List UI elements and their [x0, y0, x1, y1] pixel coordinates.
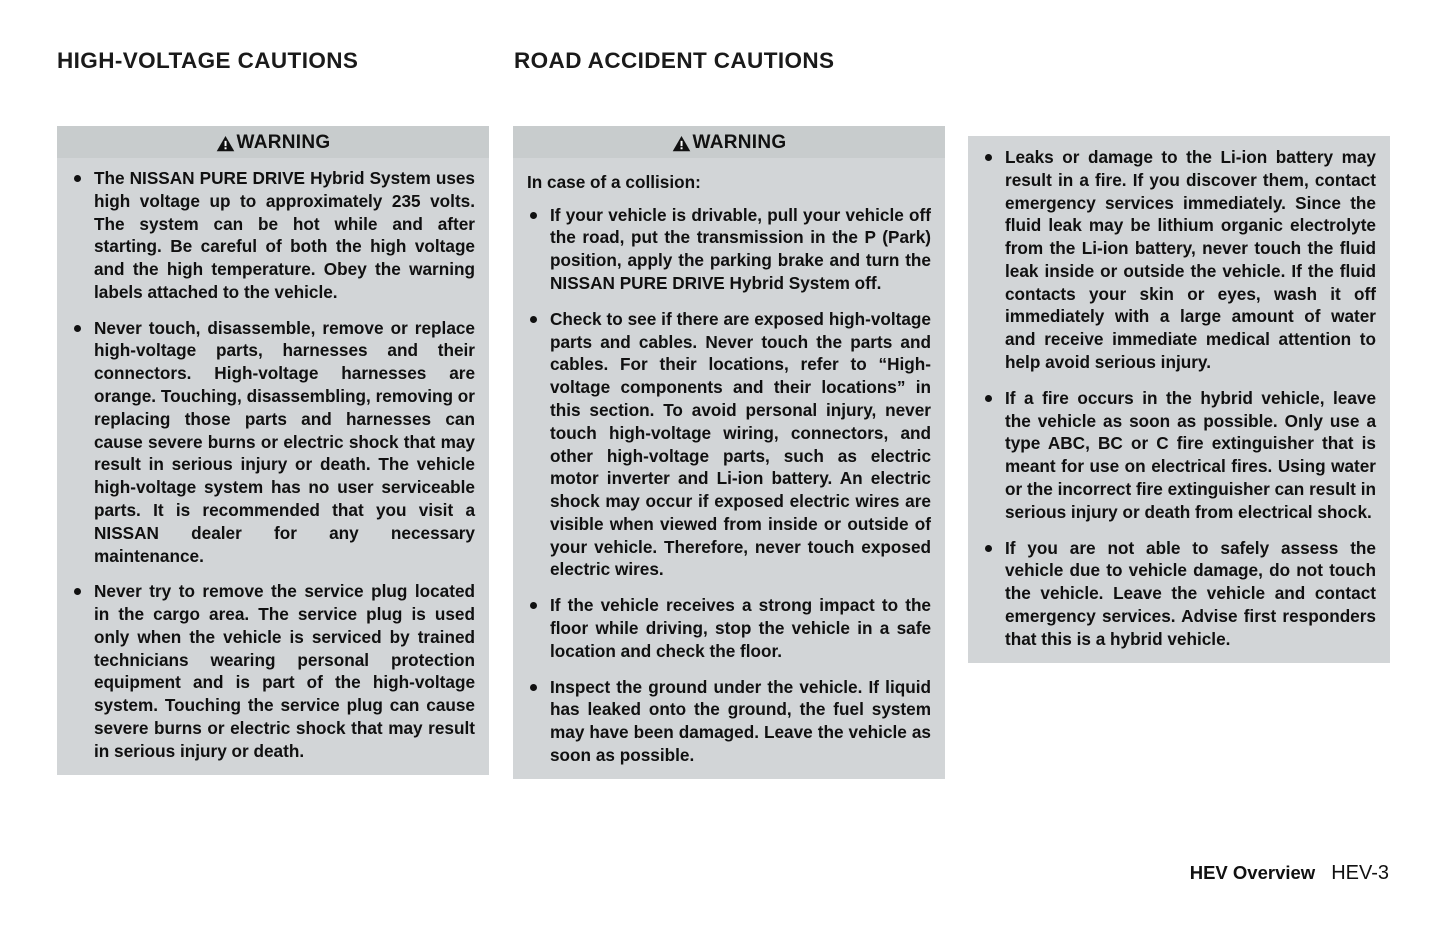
- bullet-list-column2: [527, 204, 931, 767]
- list-item: Leaks or damage to the Li-ion battery may result in a fire. If you discover them, contact emergency services immediately. Since the fluid leak may be lithium organic electrolyte from the Li-ion battery, never touch the fluid leak inside or outside the vehicle. If the fluid contacts your skin or eyes, wash it off immediately with a large amount of water and receive immediate medical attention to help avoid serious injury.: [982, 146, 1376, 374]
- list-item: Never touch, disassemble, remove or replace high-voltage parts, harnesses and their connectors. High-voltage harnesses are orange. Touching, disassembling, removing or replacing those parts and harnesses can cause severe burns or electric shock that may result in serious injury or death. The vehicle high-voltage system has no user serviceable parts. It is recommended that you visit a NISSAN dealer for any necessary maintenance.: [71, 317, 475, 568]
- list-item: If your vehicle is drivable, pull your vehicle off the road, put the transmission in the P (Park) position, apply the parking brake and turn the NISSAN PURE DRIVE Hybrid System off.: [527, 204, 931, 295]
- list-item: If the vehicle receives a strong impact to the floor while driving, stop the vehicle in a safe location and check the floor.: [527, 594, 931, 662]
- warning-triangle-icon: [216, 135, 235, 152]
- warning-box-continuation: [968, 136, 1390, 663]
- bullet-list-column1: [71, 167, 475, 763]
- warning-header-column1: [57, 126, 489, 158]
- warning-label-column2: WARNING: [692, 131, 787, 153]
- page-footer: [1190, 862, 1389, 885]
- section-heading-road-accident-cautions: ROAD ACCIDENT CAUTIONS: [514, 48, 835, 73]
- section-heading-high-voltage-cautions: HIGH-VOLTAGE CAUTIONS: [57, 48, 359, 73]
- bullet-list-column3: [982, 146, 1376, 650]
- list-item: Inspect the ground under the vehicle. If liquid has leaked onto the ground, the fuel system may have been damaged. Leave the vehicle as soon as possible.: [527, 676, 931, 767]
- list-item: If you are not able to safely assess the vehicle due to vehicle damage, do not touch the vehicle. Leave the vehicle and contact emergency services. Advise first responders that this is a hybrid vehicle.: [982, 537, 1376, 651]
- footer-section-title: HEV Overview: [1189, 862, 1316, 883]
- warning-box-high-voltage: [57, 126, 489, 775]
- list-item: Never try to remove the service plug located in the cargo area. The service plug is used only when the vehicle is serviced by trained technicians wearing personal protection equipment and is part of the high-voltage system. Touching the service plug can cause severe burns or electric shock that may result in serious injury or death.: [71, 580, 475, 762]
- list-item: If a fire occurs in the hybrid vehicle, leave the vehicle as soon as possible. Only use a type ABC, BC or C fire extinguisher that is meant for use on electrical fires. Using water or the incorrect fire extinguisher can result in serious injury or death from electrical shock.: [982, 387, 1376, 524]
- collision-intro-text: In case of a collision:: [527, 172, 701, 192]
- footer-page-number: HEV-3: [1331, 862, 1389, 884]
- list-item: The NISSAN PURE DRIVE Hybrid System uses high voltage up to approximately 235 volts. The system can be hot while and after starting. Be careful of both the high voltage and the high temperature. Obey the warning labels attached to the vehicle.: [71, 167, 475, 304]
- warning-label-column1: WARNING: [236, 131, 331, 153]
- warning-body-column2: [513, 158, 945, 779]
- warning-triangle-icon: [672, 135, 691, 152]
- warning-header-column2: [513, 126, 945, 158]
- warning-box-road-accident: [513, 126, 945, 779]
- warning-body-column1: [57, 158, 489, 775]
- list-item: Check to see if there are exposed high-voltage parts and cables. Never touch the parts and cables. For their locations, refer to “High-voltage components and their locations” in this section. To avoid personal injury, never touch high-voltage wiring, connectors, and other high-voltage parts, such as electric motor inverter and Li-ion battery. An electric shock may occur if exposed electric wires are visible when viewed from inside or outside of your vehicle. Therefore, never touch exposed electric wires.: [527, 308, 931, 581]
